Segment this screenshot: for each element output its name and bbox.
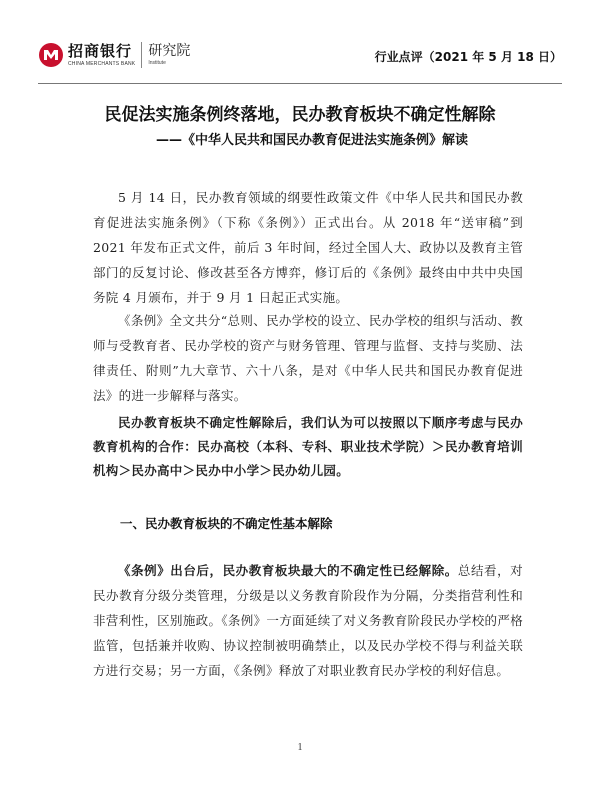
page-title: 民促法实施条例终落地，民办教育板块不确定性解除 — [104, 105, 496, 125]
logo-en: CHINA MERCHANTS BANK — [68, 60, 136, 67]
report-header — [38, 40, 562, 84]
paragraph-key-conclusion: 民办教育板块不确定性解除后，我们认为可以按照以下顺序考虑与民办教育机构的合作：民办高校（本科、专科、职业技术学院）＞民办教育培训机构＞民办高中＞民办中小学＞民办幼儿园。 — [93, 414, 523, 478]
institute-cn: 研究院 — [148, 43, 191, 59]
paragraph-4-lead: 《条例》出台后，民办教育板块最大的不确定性已经解除。 — [118, 562, 458, 578]
logo-cn: 招商银行 — [68, 41, 133, 60]
section-heading-1: 一、民办教育板块的不确定性基本解除 — [120, 516, 333, 531]
institute-en: Institute — [148, 60, 166, 66]
institute-label — [148, 44, 190, 66]
page-subtitle: ——《中华人民共和国民办教育促进法实施条例》解读 — [155, 133, 468, 148]
cmb-logo-icon — [38, 42, 64, 68]
header-divider — [38, 83, 562, 84]
paragraph-4 — [93, 558, 523, 683]
paragraph-4-body: 总结看，对民办教育分级分类管理，分级是以义务教育阶段作为分隔，分类指营利性和非营利性，区别施政。《条例》一方面延续了对义务教育阶段民办学校的严格监管，包括兼并收购、协议控制被明确禁止，以及民办学校不得与利益关联方进行交易；另一方面，《条例》释放了对职业教育民办学校的利好信息。 — [93, 562, 523, 678]
paragraph-2: 《条例》全文共分“总则、民办学校的设立、民办学校的组织与活动、教师与受教育者、民办学校的资产与财务管理、管理与监督、支持与奖励、法律责任、附则”九大章节、六十八条，是对《中华人民共和国民办教育促进法》的进一步解释与落实。 — [93, 312, 523, 403]
page-number: 1 — [297, 742, 303, 753]
report-type-date: 行业点评（2021 年 5 月 18 日） — [374, 50, 562, 64]
paragraph-1: 5 月 14 日，民办教育领域的纲要性政策文件《中华人民共和国民办教育促进法实施条例》（下称《条例》）正式出台。从 2018 年“送审稿”到 2021 年发布正式文件，前后 3 年时间，经过全国人大、政协以及教育主管部门的反复讨论、修改甚至各方博弈，修订后的《条例》最终由中共中央国务院 4 月颁布，并于 9 月 1 日起正式实施。 — [93, 189, 523, 305]
logo-divider — [141, 42, 142, 68]
logo — [38, 42, 190, 68]
logo-text — [68, 41, 136, 67]
